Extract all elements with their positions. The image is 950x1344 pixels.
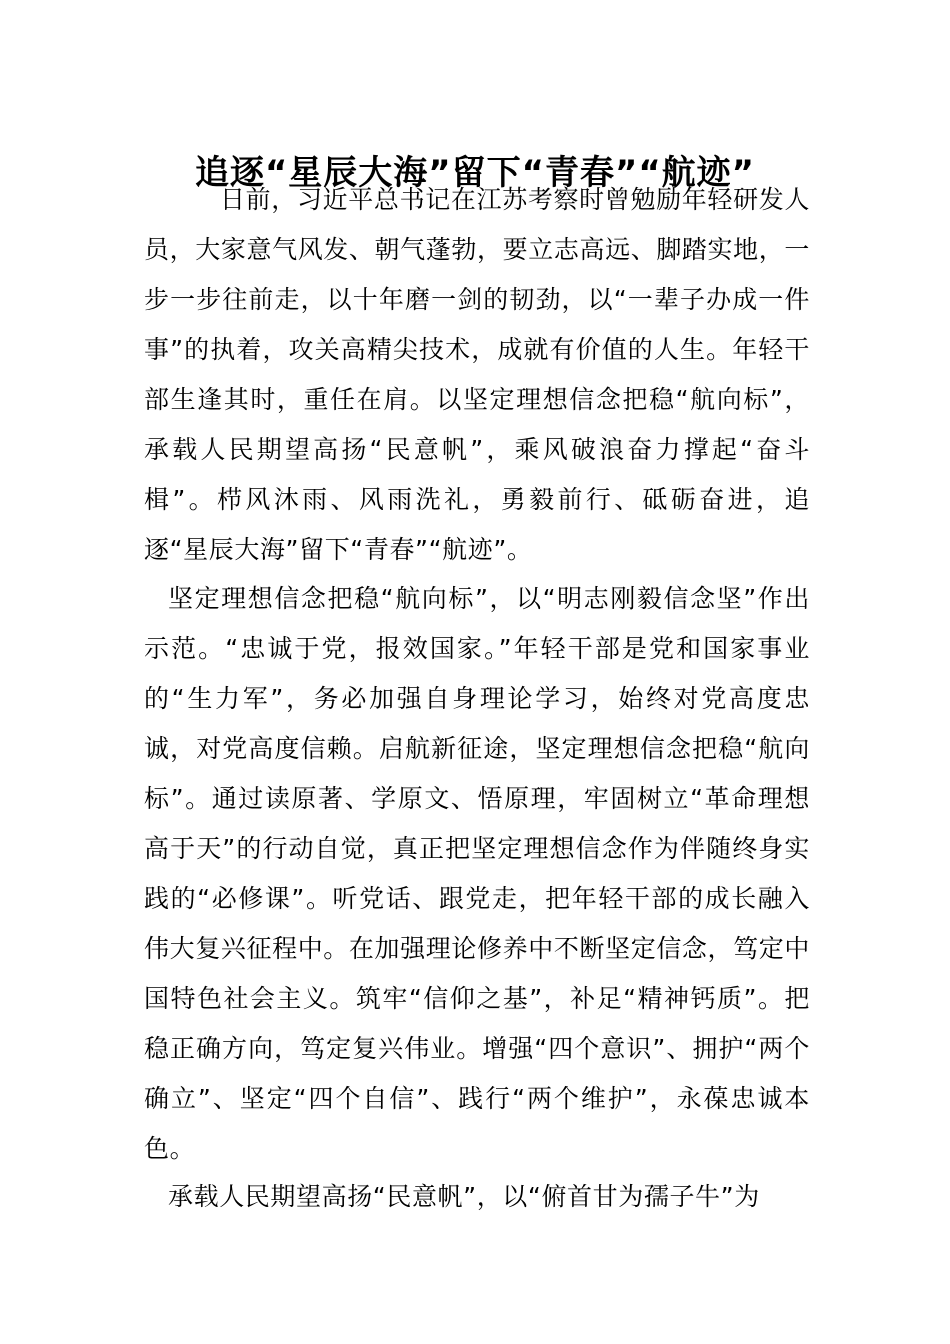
paragraph-2: 坚定理想信念把稳“航向标”，以“明志刚毅信念坚”作出示范。“忠诚于党，报效国家。”年轻干部是党和国家事业的“生力军”，务必加强自身理论学习，始终对党高度忠诚，对党高度信赖。启航新征途，坚定理想信念把稳“航向标”。通过读原著、学原文、悟原理，牢固树立“革命理想高于天”的行动自觉，真正把坚定理想信念作为伴随终身实践的“必修课”。听党话、跟党走，把年轻干部的成长融入伟大复兴征程中。在加强理论修养中不断坚定信念，笃定中国特色社会主义。筑牢“信仰之基”，补足“精神钙质”。把稳正确方向，笃定复兴伟业。增强“四个意识”、拥护“两个确立”、坚定“四个自信”、践行“两个维护”，永葆忠诚本色。 <box>144 584 810 1163</box>
paragraph-3: 承载人民期望高扬“民意帆”，以“俯首甘为孺子牛”为 <box>168 1182 760 1211</box>
article-title: 追逐“星辰大海”留下“青春”“航迹” <box>194 152 756 193</box>
paragraph-1: 日前，习近平总书记在江苏考察时曾勉励年轻研发人员，大家意气风发、朝气蓬勃，要立志高远、脚踏实地，一步一步往前走，以十年磨一剑的韧劲，以“一辈子办成一件事”的执着，攻关高精尖技术，成就有价值的人生。年轻干部生逢其时，重任在肩。以坚定理想信念把稳“航向标”，承载人民期望高扬“民意帆”，乘风破浪奋力撑起“奋斗楫”。栉风沐雨、风雨洗礼，勇毅前行、砥砺奋进，追逐“星辰大海”留下“青春”“航迹”。 <box>144 185 810 564</box>
